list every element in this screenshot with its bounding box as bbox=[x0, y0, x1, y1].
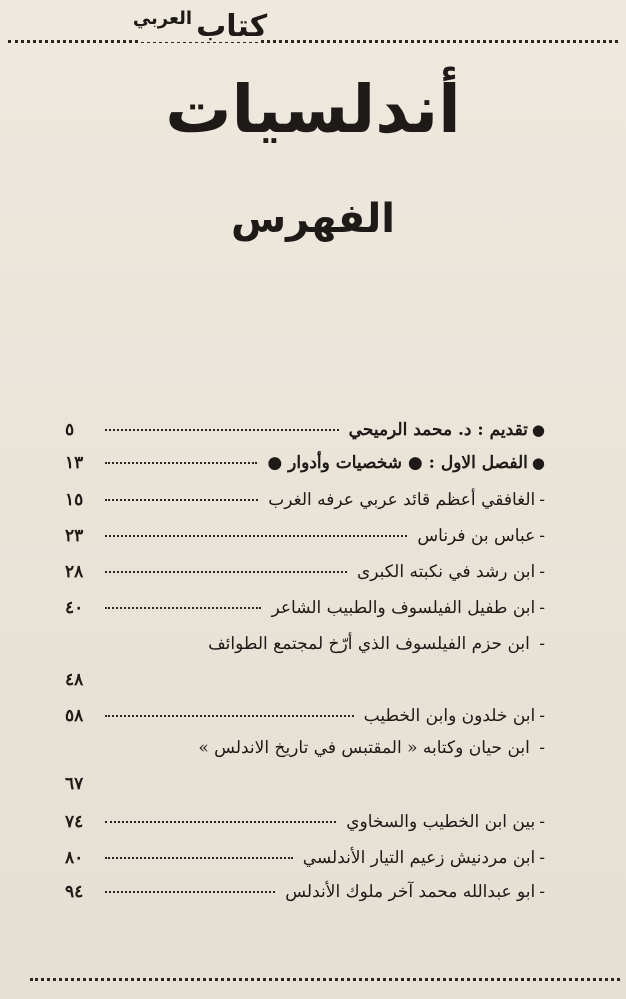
toc-page-number: ٦٧ bbox=[65, 774, 84, 794]
toc-page-number: ٢٣ bbox=[65, 526, 84, 546]
toc-entry[interactable] bbox=[65, 706, 545, 726]
toc-bullet: - bbox=[539, 490, 545, 510]
toc-bullet: - bbox=[539, 882, 545, 902]
toc-entry[interactable] bbox=[65, 490, 545, 510]
toc-entry[interactable] bbox=[65, 526, 545, 546]
toc-page-number: ٩٤ bbox=[65, 882, 84, 902]
toc-entry-title: ابن رشد في نكبته الكبرى bbox=[356, 562, 536, 582]
toc-entry-title: ابو عبدالله محمد آخر ملوك الأندلس bbox=[285, 882, 536, 902]
dot-leader bbox=[105, 429, 339, 431]
toc-bullet: - bbox=[539, 598, 545, 618]
toc-entry-title: ابن خلدون وابن الخطيب bbox=[363, 706, 536, 726]
toc-bullet: - bbox=[539, 848, 545, 868]
toc-page-number: ٢٨ bbox=[65, 562, 84, 582]
toc-entry-intro[interactable] bbox=[65, 420, 545, 440]
toc-page-number: ٤٠ bbox=[65, 598, 84, 618]
toc-entry[interactable] bbox=[65, 882, 545, 902]
dot-leader bbox=[105, 462, 257, 464]
toc-entry[interactable] bbox=[65, 812, 545, 832]
toc-bullet: - bbox=[539, 634, 545, 654]
book-title: أندلسيات bbox=[165, 71, 461, 148]
toc-entry[interactable] bbox=[65, 634, 545, 690]
toc-bullet: - bbox=[539, 812, 545, 832]
toc-page-number: ٥ bbox=[65, 420, 75, 440]
toc-entry-title: ابن طفيل الفيلسوف والطبيب الشاعر bbox=[271, 598, 536, 618]
toc-entry-title: ابن حيان وكتابه « المقتبس في تاريخ الاندلس » bbox=[198, 738, 530, 758]
toc-bullet: ● bbox=[531, 454, 545, 472]
toc-entry[interactable] bbox=[65, 598, 545, 618]
toc-page-number: ١٣ bbox=[65, 453, 84, 473]
toc-entry-title: بين ابن الخطيب والسخاوي bbox=[346, 812, 536, 832]
toc-entry-title: ابن مردنيش زعيم التيار الأندلسي bbox=[302, 848, 536, 868]
dot-leader bbox=[105, 499, 258, 501]
toc-bullet: ● bbox=[531, 421, 545, 439]
dot-leader bbox=[105, 571, 347, 573]
toc-bullet: - bbox=[539, 738, 545, 758]
dot-leader bbox=[105, 607, 261, 609]
dot-leader bbox=[105, 821, 336, 823]
toc-page-number: ٥٨ bbox=[65, 706, 84, 726]
toc-page-number: ١٥ bbox=[65, 490, 84, 510]
bottom-dotted-rule bbox=[30, 978, 620, 981]
toc-entry[interactable] bbox=[65, 562, 545, 582]
dot-leader bbox=[105, 891, 275, 893]
toc-page-number: ٨٠ bbox=[65, 848, 84, 868]
series-logo-arabi: العربي bbox=[132, 8, 193, 29]
toc-bullet: - bbox=[539, 526, 545, 546]
toc-entry-title: ابن حزم الفيلسوف الذي أرّخ لمجتمع الطوائف bbox=[208, 634, 530, 654]
toc-entry-title: تقديم : د. محمد الرميحي bbox=[348, 420, 528, 440]
dot-leader bbox=[105, 535, 407, 537]
toc-entry-chapter-1[interactable] bbox=[65, 453, 545, 473]
toc-heading: الفهرس bbox=[230, 196, 395, 242]
toc-entry-title: عباس بن فرناس bbox=[417, 526, 536, 546]
dot-leader bbox=[105, 857, 293, 859]
series-logo-kitab: كتاب bbox=[196, 9, 268, 44]
toc-page-number: ٤٨ bbox=[65, 670, 84, 690]
series-logo bbox=[132, 0, 268, 44]
dot-leader bbox=[105, 715, 354, 717]
toc-entry-title: الفصل الاول : ● شخصيات وأدوار ● bbox=[267, 453, 528, 473]
toc-page-number: ٧٤ bbox=[65, 812, 84, 832]
toc-entry[interactable] bbox=[65, 738, 545, 794]
toc-entry[interactable] bbox=[65, 848, 545, 868]
toc-entry-title: الغافقي أعظم قائد عربي عرفه الغرب bbox=[268, 490, 536, 510]
top-dotted-rule bbox=[8, 40, 618, 43]
toc-bullet: - bbox=[539, 706, 545, 726]
toc-bullet: - bbox=[539, 562, 545, 582]
